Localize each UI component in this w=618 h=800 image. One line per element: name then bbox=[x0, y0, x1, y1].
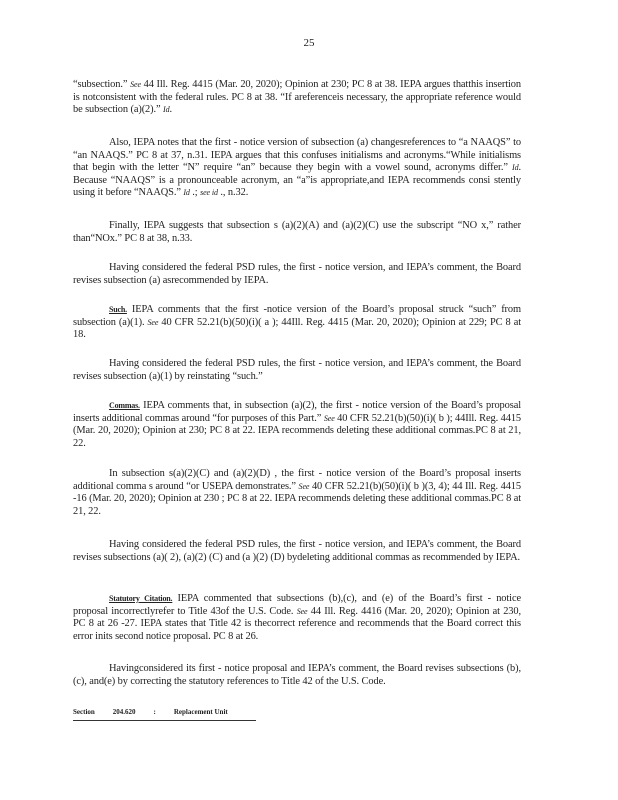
section-label: Section bbox=[73, 708, 95, 716]
paragraph-text: . bbox=[169, 104, 172, 116]
paragraph bbox=[73, 400, 521, 450]
paragraph bbox=[73, 137, 521, 200]
citation-signal: see id bbox=[200, 188, 218, 198]
citation-signal: See bbox=[130, 80, 141, 89]
paragraph bbox=[73, 358, 521, 383]
paragraph-text: Having considered the federal PSD rules, the first - notice version, and IEPA’s comment, the Board revises subsections (a)( 2), (a)(2) (C) and (a )(2) (D) bydeleting additional commas as recommended by IEPA. bbox=[73, 539, 521, 563]
paragraph-text: . Because “NAAQS” is a pronounceable acronym, an “a”is appropriate,and IEPA recommends consi stently using it before “NAAQS.” bbox=[73, 162, 521, 199]
paragraph-text: Having considered the federal PSD rules, the first - notice version, and IEPA’s comment, the Board revises subsection (a) asrecommended by IEPA. bbox=[73, 262, 521, 286]
paragraph-text: 40 CFR 52.21(b)(50)(i)( a ); 44Ill. Reg. 4415 (Mar. 20, 2020); Opinion at 229; PC 8 at 18. bbox=[73, 316, 521, 341]
paragraph-text: In subsection s(a)(2)(C) and (a)(2)(D) , the first - notice version of the Board’s proposal inserts additional comma s around “or USEPA demonstrates.” bbox=[73, 468, 521, 492]
citation-signal: See bbox=[147, 317, 159, 327]
paragraph-text: Having considered the federal PSD rules, the first - notice version, and IEPA’s comment, the Board revises subsection (a)(1) by reinstating “such.” bbox=[73, 358, 521, 382]
citation-signal: Id bbox=[183, 188, 190, 198]
page-number: 25 bbox=[303, 37, 315, 49]
paragraph-text: 40 CFR 52.21(b)(50)(i)( b ); 44Ill. Reg. 4415 (Mar. 20, 2020); Opinion at 230; PC 8 at 22. IEPA recommends deleting these additional commas.PC 8 at 21, 22. bbox=[73, 412, 522, 449]
paragraph bbox=[73, 593, 521, 643]
paragraph-heading: Commas. bbox=[109, 401, 140, 410]
paragraph bbox=[73, 220, 521, 245]
paragraph-heading: Statutory Citation. bbox=[109, 594, 173, 603]
paragraph-heading: Such. bbox=[109, 305, 127, 314]
section-number: 204.620 bbox=[112, 708, 136, 716]
paragraph-text: “subsection.” bbox=[73, 79, 131, 90]
paragraph bbox=[73, 262, 521, 287]
paragraph bbox=[73, 79, 521, 117]
paragraph-text: IEPA comments that the first -notice version of the Board’s proposal struck “such” from subsection (a)(1). bbox=[73, 304, 521, 328]
paragraph bbox=[73, 304, 521, 342]
paragraph-text: Finally, IEPA suggests that subsection s (a)(2)(A) and (a)(2)(C) use the subscript “NO x,” rather than“NOx.” PC 8 at 38, n.33. bbox=[73, 220, 521, 244]
section-title: Replacement Unit bbox=[173, 708, 228, 716]
paragraph-text: 40 CFR 52.21(b)(50)(i)( b )(3, 4); 44 Ill. Reg. 4415 -16 (Mar. 20, 2020); Opinion at 230 ; PC 8 at 22. IEPA recommends deleting these additional commas.PC 8 at 21, 22. bbox=[73, 480, 521, 517]
paragraph-text: Havingconsidered its first - notice proposal and IEPA’s comment, the Board revises subsections (b), (c), and(e) by correcting the statutory references to Title 42 of the U.S. Code. bbox=[73, 663, 521, 687]
paragraph bbox=[73, 539, 521, 564]
paragraph bbox=[73, 468, 521, 518]
paragraph-text: Also, IEPA notes that the first - notice version of subsection (a) changesreferences to “a NAAQS” to “an NAAQS.” PC 8 at 37, n.31. IEPA argues that this confuses initialisms and acronyms.“While initialisms that begin with the letter “N” require “an” because they begin with a vowel sound, acronyms differ.” bbox=[73, 137, 521, 174]
section-colon: : bbox=[153, 708, 156, 716]
paragraph-text: ., n.32. bbox=[217, 187, 249, 199]
citation-signal: Id bbox=[163, 105, 170, 115]
paragraph-text: 44 Ill. Reg. 4415 (Mar. 20, 2020); Opinion at 230; PC 8 at 38. IEPA argues thatthis insertion is notconsistent with the federal rules. PC 8 at 38. “If areferenceis necessary, the appropriate reference would be subsection (a)(2).” bbox=[73, 79, 521, 116]
section-heading bbox=[73, 706, 256, 721]
paragraph-text: 44 Ill. Reg. 4416 (Mar. 20, 2020); Opinion at 230, PC 8 at 26 -27. IEPA states that Title 42 is thecorrect reference and recommends that the Board correct this error inits second notice proposal. PC 8 at 26. bbox=[73, 605, 521, 642]
citation-signal: See bbox=[323, 413, 335, 423]
citation-signal: Id bbox=[512, 163, 519, 173]
citation-signal: See bbox=[296, 606, 308, 616]
paragraph-text: IEPA comments that, in subsection (a)(2), the first - notice version of the Board’s proposal inserts additional commas around “for purposes of this Part.” bbox=[73, 400, 521, 424]
paragraph-text: IEPA commented that subsections (b),(c), and (e) of the Board’s first - notice proposal incorrectlyrefer to Title 43of the U.S. Code. bbox=[73, 593, 521, 617]
paragraph bbox=[73, 663, 521, 688]
paragraph-text: .; bbox=[189, 187, 201, 199]
citation-signal: See bbox=[298, 481, 310, 491]
